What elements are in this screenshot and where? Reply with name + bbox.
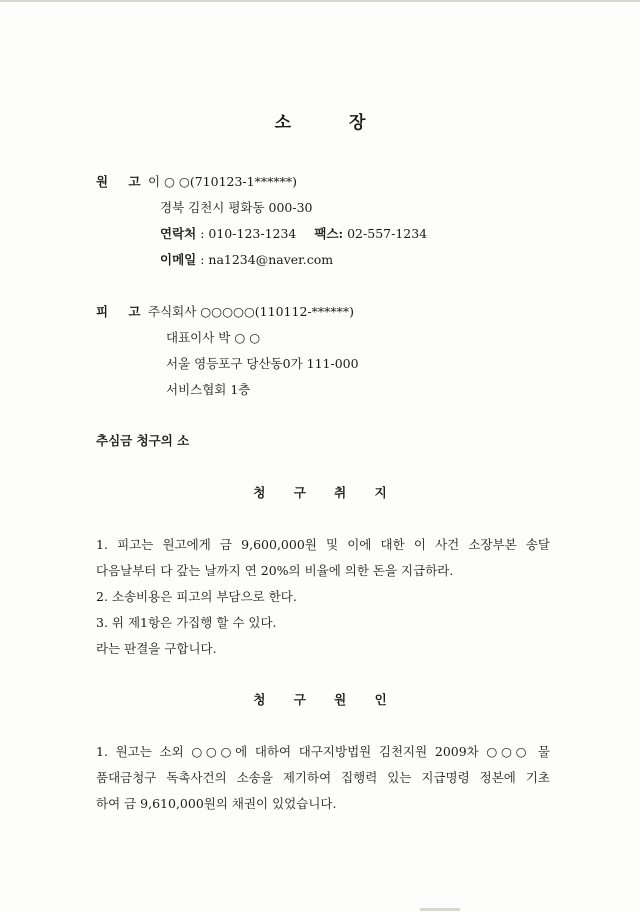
- contact-label: 연락처: [160, 226, 197, 241]
- plaintiff-email: [160, 250, 333, 268]
- email-label: 이메일: [160, 252, 197, 267]
- claim-cause-heading: 청 구 원 인: [253, 692, 399, 707]
- plaintiff-label: 원 고: [96, 174, 149, 189]
- plaintiff-contact: [160, 224, 427, 242]
- fax-label: 팩스:: [314, 226, 344, 241]
- defendant-ceo: 대표이사 박 ○ ○: [166, 330, 261, 345]
- defendant-address-line2: 서비스협회 1층: [166, 382, 251, 397]
- email-value: : na1234@naver.com: [200, 252, 334, 267]
- claim-purpose-item1-line1: 1. 피고는 원고에게 금 9,600,000원 및 이에 대한 이 사건 소장부본 송달: [96, 537, 550, 552]
- claim-purpose-item3: 3. 위 제1항은 가집행 할 수 있다.: [96, 615, 277, 630]
- defendant-label: 피 고: [96, 304, 149, 319]
- claim-purpose-closing: 라는 판결을 구합니다.: [96, 641, 217, 656]
- claim-cause-item1-line1: 1. 원고는 소외 ○○○에 대하여 대구지방법원 김천지원 2009차 ○○○ 물: [96, 744, 550, 759]
- contact-phone: : 010-123-1234: [200, 226, 297, 241]
- claim-purpose-item2: 2. 소송비용은 피고의 부담으로 한다.: [96, 589, 297, 604]
- defendant-company: 주식회사 ○○○○○(110112-******): [148, 304, 355, 319]
- fax-number: 02-557-1234: [347, 226, 428, 241]
- scan-edge-bottom: [420, 908, 460, 911]
- claim-cause-item1-line2: 품대금청구 독촉사건의 소송을 제기하여 집행력 있는 지급명령 정본에 기초: [96, 770, 550, 785]
- document-title: 소 장: [274, 113, 392, 133]
- claim-cause-item1-line3: 하여 금 9,610,000원의 채권이 있었습니다.: [96, 796, 337, 811]
- claim-purpose-heading: 청 구 취 지: [253, 485, 399, 500]
- plaintiff-address: 경북 김천시 평화동 000-30: [160, 200, 313, 215]
- defendant-address-line1: 서울 영등포구 당산동0가 111-000: [166, 356, 359, 371]
- case-name: 추심금 청구의 소: [96, 433, 190, 448]
- claim-purpose-item1-line2: 다음날부터 다 갚는 날까지 연 20%의 비율에 의한 돈을 지급하라.: [96, 563, 454, 578]
- scan-edge-top: [0, 0, 640, 2]
- plaintiff-name: 이 ○ ○(710123-1******): [148, 174, 297, 189]
